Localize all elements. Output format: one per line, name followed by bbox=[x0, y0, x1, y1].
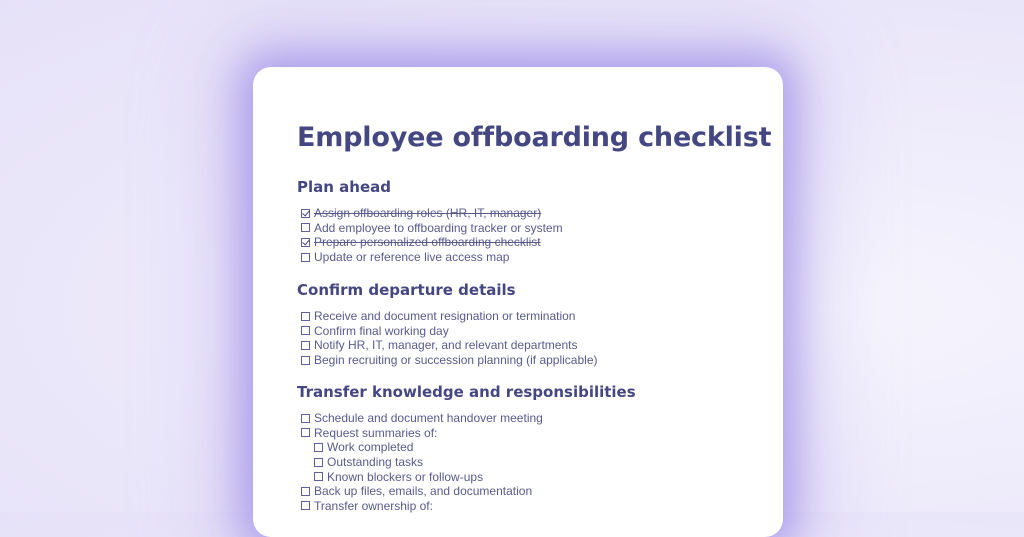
checkbox-unchecked-icon[interactable] bbox=[301, 341, 310, 350]
checklist-item-label: Schedule and document handover meeting bbox=[314, 411, 543, 426]
checklist-item-label: Update or reference live access map bbox=[314, 250, 510, 265]
checklist-subitem[interactable] bbox=[301, 440, 543, 455]
section-heading-confirm-departure: Confirm departure details bbox=[297, 281, 516, 299]
checkbox-unchecked-icon[interactable] bbox=[301, 253, 310, 262]
checklist-subitem[interactable] bbox=[301, 469, 543, 484]
checklist-item-label: Work completed bbox=[327, 440, 414, 455]
checklist-item[interactable] bbox=[301, 309, 598, 324]
checkbox-unchecked-icon[interactable] bbox=[301, 223, 310, 232]
checkbox-unchecked-icon[interactable] bbox=[301, 356, 310, 365]
confirm-departure-list bbox=[301, 309, 598, 367]
checkbox-unchecked-icon[interactable] bbox=[314, 443, 323, 452]
section-heading-plan-ahead: Plan ahead bbox=[297, 178, 391, 196]
checklist-item[interactable] bbox=[301, 206, 563, 221]
checkbox-unchecked-icon[interactable] bbox=[301, 312, 310, 321]
checklist-item[interactable] bbox=[301, 353, 598, 368]
section-heading-transfer-knowledge: Transfer knowledge and responsibilities bbox=[297, 383, 636, 401]
checklist-item-label: Begin recruiting or succession planning (if applicable) bbox=[314, 353, 598, 368]
checkbox-unchecked-icon[interactable] bbox=[314, 472, 323, 481]
checklist-item-label: Prepare personalized offboarding checklist bbox=[314, 235, 541, 250]
checkbox-checked-icon[interactable] bbox=[301, 238, 310, 247]
checklist-item-label: Request summaries of: bbox=[314, 425, 438, 440]
checklist-item-label: Confirm final working day bbox=[314, 323, 449, 338]
transfer-knowledge-list bbox=[301, 411, 543, 513]
checklist-item-label: Assign offboarding roles (HR, IT, manager) bbox=[314, 206, 542, 221]
checklist-item[interactable] bbox=[301, 499, 543, 514]
checkbox-checked-icon[interactable] bbox=[301, 209, 310, 218]
checklist-item-label: Transfer ownership of: bbox=[314, 498, 433, 513]
plan-ahead-list bbox=[301, 206, 563, 264]
checklist-item-label: Outstanding tasks bbox=[327, 455, 424, 470]
checklist-item[interactable] bbox=[301, 426, 543, 441]
checkbox-unchecked-icon[interactable] bbox=[301, 487, 310, 496]
checkbox-unchecked-icon[interactable] bbox=[301, 326, 310, 335]
document-title: Employee offboarding checklist bbox=[297, 122, 772, 153]
checklist-item[interactable] bbox=[301, 250, 563, 265]
checklist-item[interactable] bbox=[301, 411, 543, 426]
checkbox-unchecked-icon[interactable] bbox=[301, 501, 310, 510]
checklist-item[interactable] bbox=[301, 338, 598, 353]
checklist-item-label: Add employee to offboarding tracker or system bbox=[314, 220, 563, 235]
checklist-item[interactable] bbox=[301, 324, 598, 339]
checklist-item-label: Notify HR, IT, manager, and relevant departments bbox=[314, 338, 578, 353]
checklist-item-label: Known blockers or follow-ups bbox=[327, 469, 484, 484]
checkbox-unchecked-icon[interactable] bbox=[301, 414, 310, 423]
checklist-item-label: Receive and document resignation or termination bbox=[314, 309, 576, 324]
checkbox-unchecked-icon[interactable] bbox=[314, 458, 323, 467]
checkbox-unchecked-icon[interactable] bbox=[301, 428, 310, 437]
checklist-item-label: Back up files, emails, and documentation bbox=[314, 484, 533, 499]
checklist-item[interactable] bbox=[301, 484, 543, 499]
checklist-subitem[interactable] bbox=[301, 455, 543, 470]
checklist-item[interactable] bbox=[301, 235, 563, 250]
checklist-card bbox=[253, 67, 783, 537]
checklist-item[interactable] bbox=[301, 221, 563, 236]
